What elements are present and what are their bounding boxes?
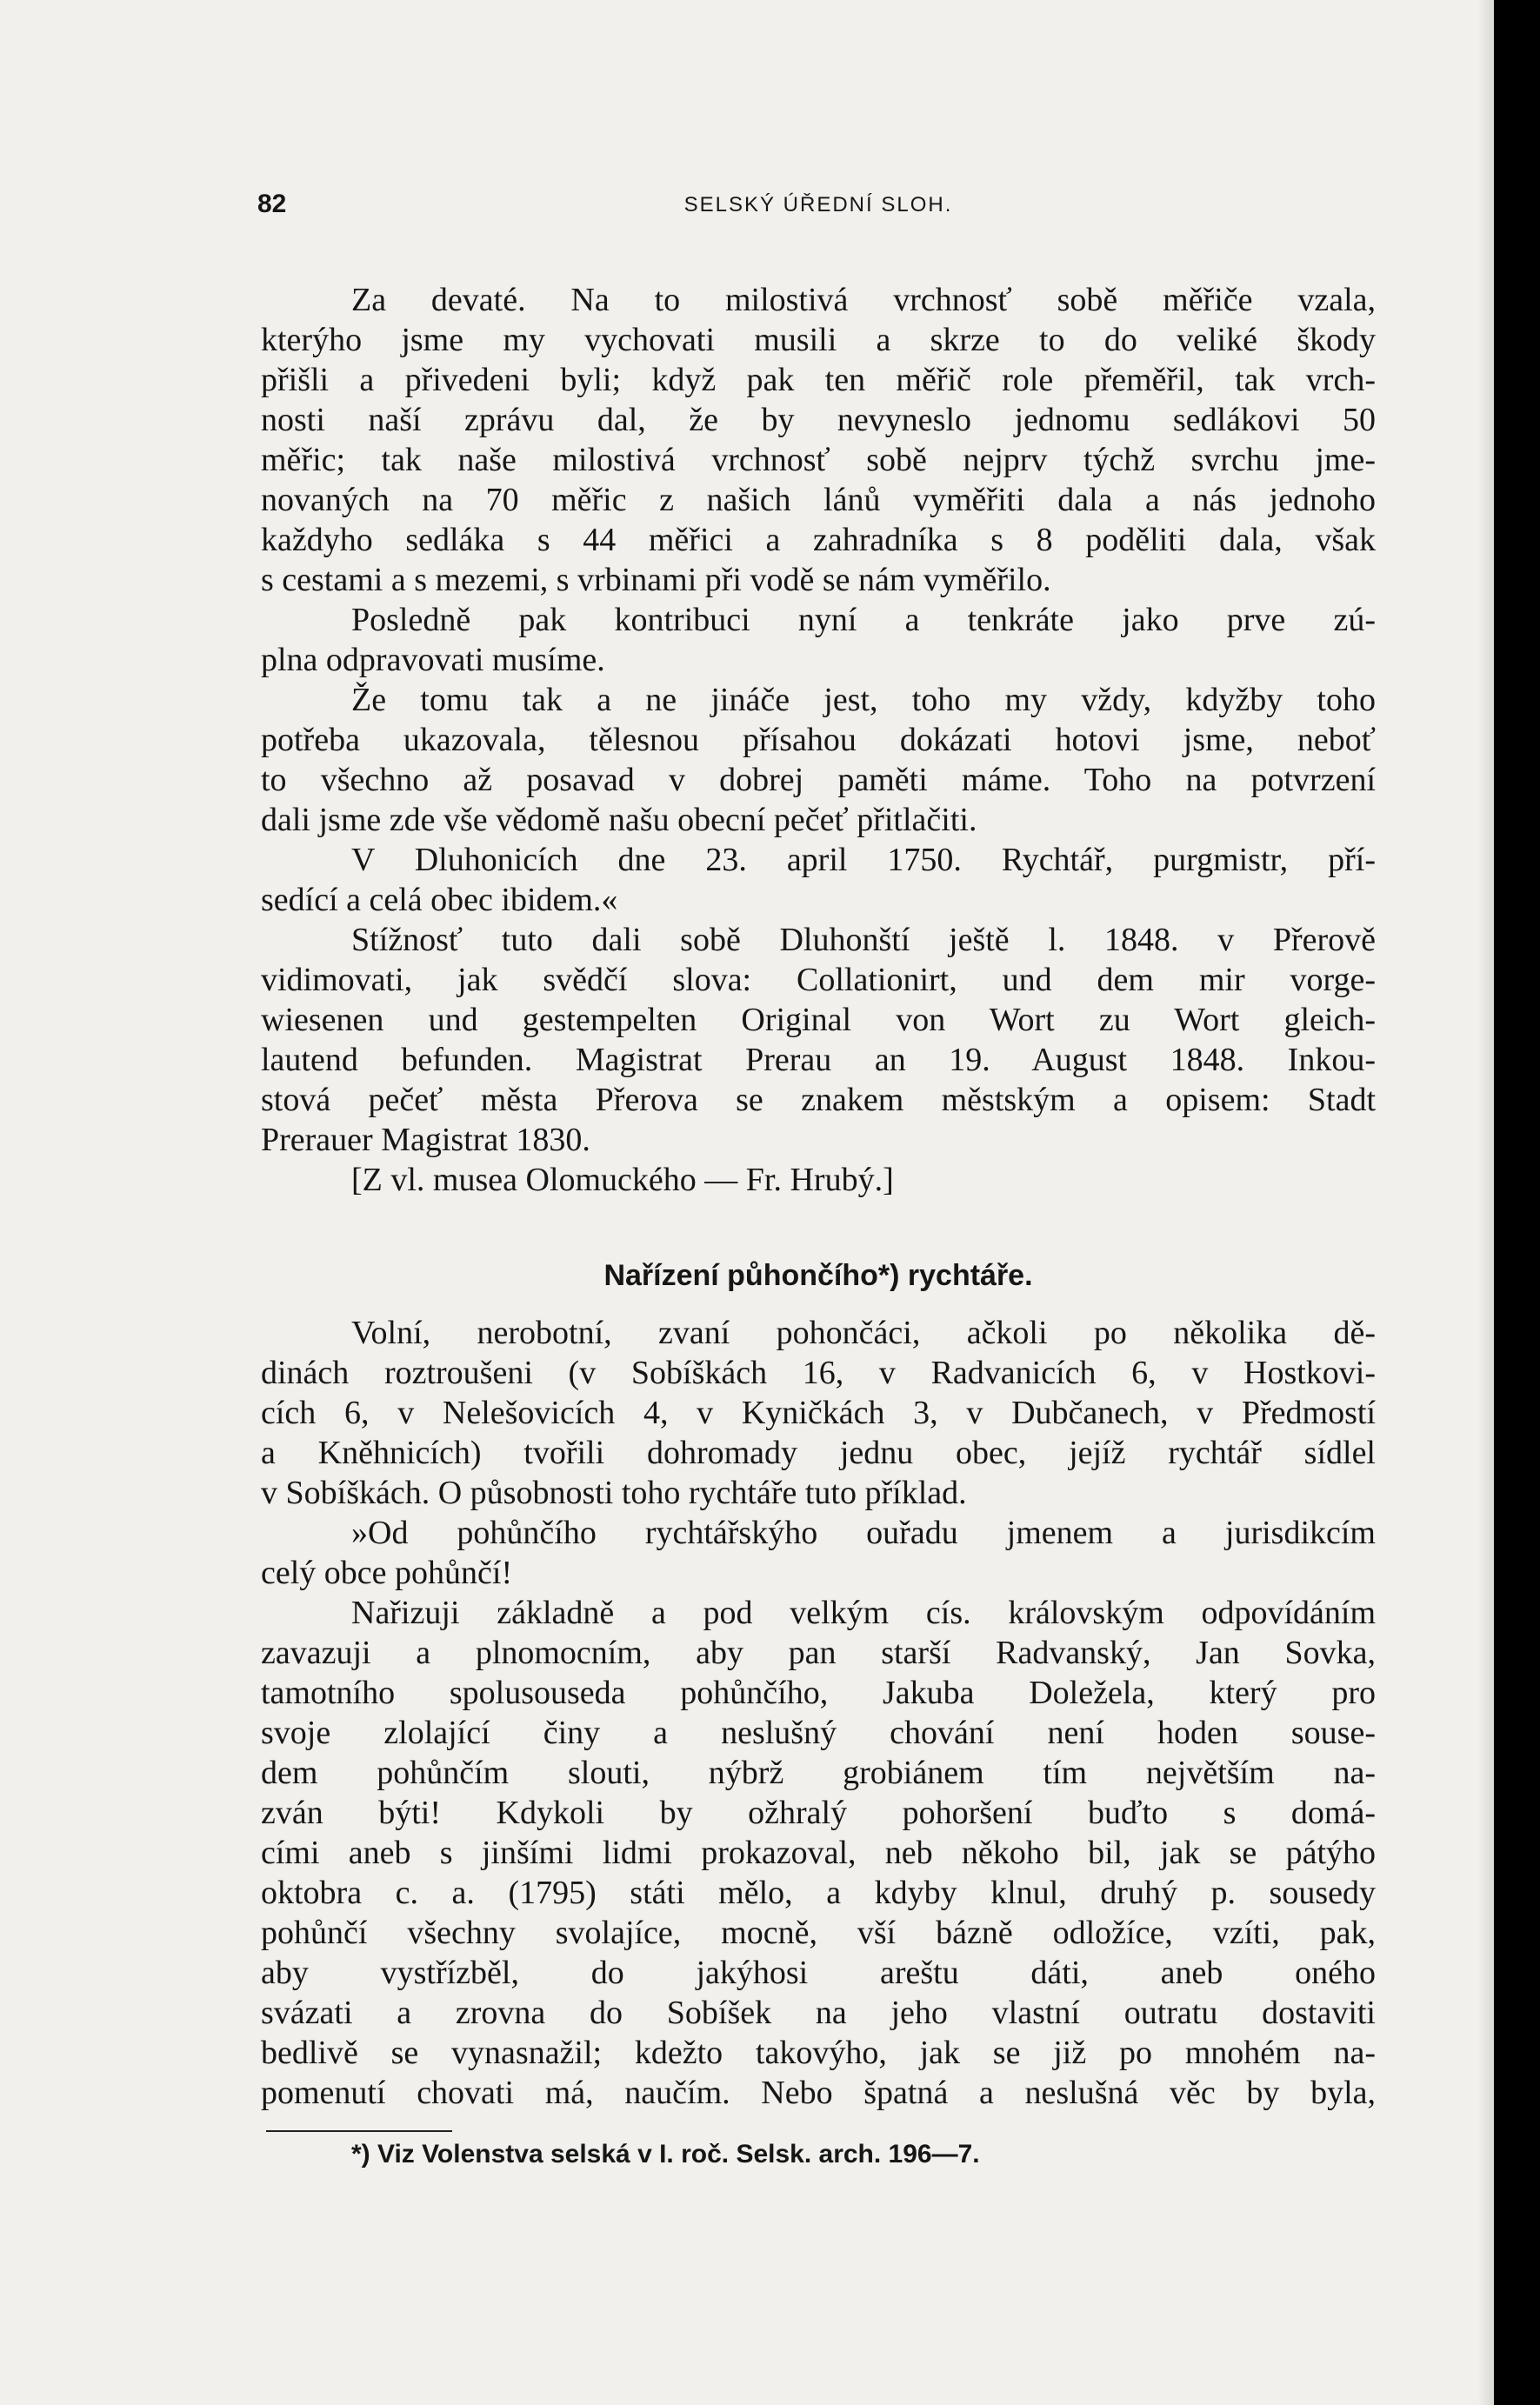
text-line: lautend befunden. Magistrat Prerau an 19. August 1848. Inkou-: [261, 1042, 1376, 1078]
text-line: Nařizuji základně a pod velkým cís. královským odpovídáním: [351, 1595, 1376, 1631]
text-line: vidimovati, jak svědčí slova: Collationirt, und dem mir vorge-: [261, 962, 1376, 998]
text-line: cími aneb s jinšími lidmi prokazoval, neb někoho bil, jak se pátýho: [261, 1835, 1376, 1871]
text-line: svoje zlolající činy a neslušný chování není hoden souse-: [261, 1715, 1376, 1751]
text-line: v Sobíškách. O působnosti toho rychtáře tuto příklad.: [261, 1475, 967, 1511]
page-number: 82: [257, 190, 287, 218]
footnote: *) Viz Volenstva selská v I. roč. Selsk. arch. 196—7.: [351, 2140, 980, 2168]
text-line: měřic; tak naše milostivá vrchnosť sobě nejprv týchž svrchu jme-: [261, 442, 1376, 478]
text-line: bedlivě se vynasnažil; kdežto takovýho, jak se již po mnohém na-: [261, 2035, 1376, 2071]
text-line: sedící a celá obec ibidem.«: [261, 882, 618, 918]
text-line: to všechno až posavad v dobrej paměti máme. Toho na potvrzení: [261, 762, 1376, 798]
text-line: zván býti! Kdykoli by ožhralý pohoršení buďto s domá-: [261, 1795, 1376, 1831]
text-line: dem pohůnčím slouti, nýbrž grobiánem tím největším na-: [261, 1755, 1376, 1791]
text-line: zavazuji a plnomocním, aby pan starší Radvanský, Jan Sovka,: [261, 1635, 1376, 1671]
text-line: stová pečeť města Přerova se znakem městským a opisem: Stadt: [261, 1082, 1376, 1118]
text-line: Volní, nerobotní, zvaní pohončáci, ačkoli po několika dě-: [351, 1315, 1376, 1351]
text-line: nosti naší zprávu dal, že by nevyneslo jednomu sedlákovi 50: [261, 402, 1376, 438]
text-line: Prerauer Magistrat 1830.: [261, 1122, 590, 1158]
text-line: každyho sedláka s 44 měřici a zahradníka s 8 poděliti dala, však: [261, 522, 1376, 558]
running-head: [257, 190, 1376, 224]
text-line: tamotního spolusouseda pohůnčího, Jakuba Doležela, který pro: [261, 1675, 1376, 1711]
text-line: celý obce pohůnčí!: [261, 1555, 513, 1591]
text-line: »Od pohůnčího rychtářskýho ouřadu jmenem a jurisdikcím: [351, 1515, 1376, 1551]
text-line: dali jsme zde vše vědomě našu obecní pečeť přitlačiti.: [261, 802, 977, 838]
text-line: aby vystřízběl, do jakýhosi areštu dáti, aneb oného: [261, 1955, 1376, 1991]
footnote-divider: [266, 2130, 452, 2132]
text-line: s cestami a s mezemi, s vrbinami při vodě se nám vyměřilo.: [261, 562, 1051, 598]
text-line: Stížnosť tuto dali sobě Dluhonští ještě l. 1848. v Přerově: [351, 922, 1376, 958]
text-line: a Kněhnicích) tvořili dohromady jednu obec, jejíž rychtář sídlel: [261, 1435, 1376, 1471]
text-line: Že tomu tak a ne jináče jest, toho my vždy, kdyžby toho: [351, 682, 1376, 718]
text-line: [Z vl. musea Olomuckého — Fr. Hrubý.]: [351, 1162, 894, 1198]
text-line: oktobra c. a. (1795) státi mělo, a kdyby klnul, druhý p. sousedy: [261, 1875, 1376, 1911]
text-line: Posledně pak kontribuci nyní a tenkráte jako prve zú-: [351, 602, 1376, 638]
section-heading: Nařízení půhončího*) rychtáře.: [603, 1259, 1033, 1292]
text-line: pomenutí chovati má, naučím. Nebo špatná a neslušná věc by byla,: [261, 2075, 1376, 2111]
text-line: V Dluhonicích dne 23. april 1750. Rychtář, purgmistr, pří-: [351, 842, 1376, 878]
text-line: potřeba ukazovala, tělesnou přísahou dokázati hotovi jsme, neboť: [261, 722, 1376, 758]
text-line: Za devaté. Na to milostivá vrchnosť sobě měřiče vzala,: [351, 282, 1376, 318]
text-line: wiesenen und gestempelten Original von Wort zu Wort gleich-: [261, 1002, 1376, 1038]
page-edge: [1478, 0, 1494, 2405]
running-title: SELSKÝ ÚŘEDNÍ SLOH.: [683, 193, 953, 217]
text-line: plna odpravovati musíme.: [261, 642, 605, 678]
text-line: cích 6, v Nelešovicích 4, v Kyničkách 3, v Dubčanech, v Předmostí: [261, 1395, 1376, 1431]
text-line: dinách roztroušeni (v Sobíškách 16, v Radvanicích 6, v Hostkovi-: [261, 1355, 1376, 1391]
section-1-text: [261, 280, 1376, 1200]
text-line: pohůnčí všechny svolajíce, mocně, vší bázně odložíce, vzíti, pak,: [261, 1915, 1376, 1951]
text-line: novaných na 70 měřic z našich lánů vyměřiti dala a nás jednoho: [261, 482, 1376, 518]
text-line: svázati a zrovna do Sobíšek na jeho vlastní outratu dostaviti: [261, 1995, 1376, 2031]
text-line: přišli a přivedeni byli; když pak ten měřič role přeměřil, tak vrch-: [261, 362, 1376, 398]
text-line: kterýho jsme my vychovati musili a skrze to do veliké škody: [261, 322, 1376, 358]
section-2-text: [261, 1313, 1376, 2113]
